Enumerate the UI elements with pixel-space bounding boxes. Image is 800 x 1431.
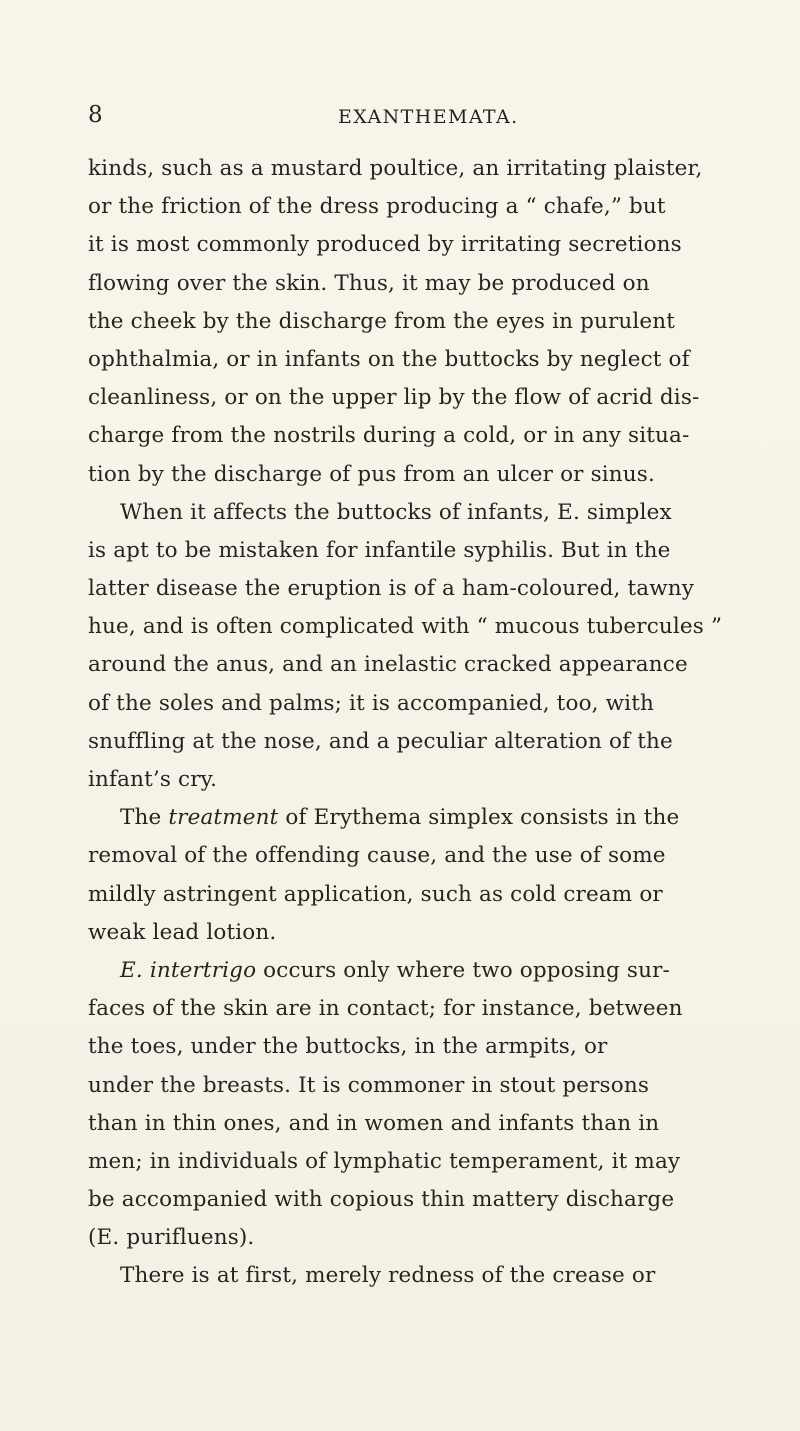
text-line-16: snuffling at the nose, and a peculiar alteration of the bbox=[88, 728, 673, 754]
text-line-7: cleanliness, or on the upper lip by the flow of acrid dis- bbox=[88, 385, 700, 411]
text-line-12: latter disease the eruption is of a ham-coloured, tawny bbox=[88, 576, 695, 602]
text-line-6: ophthalmia, or in infants on the buttocks by neglect of bbox=[88, 346, 690, 372]
running-title: EXANTHEMATA. bbox=[338, 106, 519, 128]
intertrigo-line-8: (E. purifluens). bbox=[88, 1225, 255, 1251]
treatment-line-2: removal of the offending cause, and the use of some bbox=[88, 843, 666, 869]
final-line: There is at first, merely redness of the crease or bbox=[120, 1263, 656, 1289]
intertrigo-line-5: than in thin ones, and in women and infants than in bbox=[88, 1110, 660, 1136]
treatment-line bbox=[88, 799, 783, 837]
treatment-line-4: weak lead lotion. bbox=[88, 919, 277, 945]
treatment-line-3: mildly astringent application, such as cold cream or bbox=[88, 881, 663, 907]
treatment-prefix: The bbox=[120, 805, 169, 831]
text-line-10: When it affects the buttocks of infants, E. simplex bbox=[120, 499, 672, 525]
text-line-17: infant’s cry. bbox=[88, 767, 218, 792]
text-line-15: of the soles and palms; it is accompanied, too, with bbox=[88, 690, 654, 716]
intertrigo-line-7: be accompanied with copious thin mattery discharge bbox=[88, 1187, 675, 1213]
page-number: 8 bbox=[88, 102, 103, 128]
treatment-suffix: of Erythema simplex consists in the bbox=[278, 805, 680, 831]
intertrigo-suffix: occurs only where two opposing sur- bbox=[256, 957, 670, 983]
page-header bbox=[0, 102, 800, 136]
intertrigo-line-4: under the breasts. It is commoner in stout persons bbox=[88, 1072, 650, 1098]
intertrigo-line bbox=[88, 952, 783, 990]
text-line-1: kinds, such as a mustard poultice, an irritating plaister, bbox=[88, 156, 703, 181]
text-line-11: is apt to be mistaken for infantile syphilis. But in the bbox=[88, 537, 671, 563]
text-line-2: or the friction of the dress producing a “ chafe,” but bbox=[88, 194, 666, 220]
text-line-13: hue, and is often complicated with “ mucous tubercules ” bbox=[88, 614, 723, 640]
treatment-italic: treatment bbox=[168, 805, 279, 831]
intertrigo-line-2: faces of the skin are in contact; for instance, between bbox=[88, 996, 683, 1022]
text-line-4: flowing over the skin. Thus, it may be produced on bbox=[88, 270, 650, 296]
text-line-8: charge from the nostrils during a cold, or in any situa- bbox=[88, 423, 690, 449]
intertrigo-line-6: men; in individuals of lymphatic temperament, it may bbox=[88, 1148, 681, 1174]
main-text bbox=[88, 150, 783, 1296]
text-line-9: tion by the discharge of pus from an ulcer or sinus. bbox=[88, 461, 655, 487]
text-line-14: around the anus, and an inelastic cracked appearance bbox=[88, 652, 688, 678]
text-line-5: the cheek by the discharge from the eyes in purulent bbox=[88, 308, 676, 334]
intertrigo-italic: E. intertrigo bbox=[120, 957, 257, 983]
intertrigo-line-3: the toes, under the buttocks, in the armpits, or bbox=[88, 1034, 608, 1060]
text-line-3: it is most commonly produced by irritating secretions bbox=[88, 232, 682, 258]
